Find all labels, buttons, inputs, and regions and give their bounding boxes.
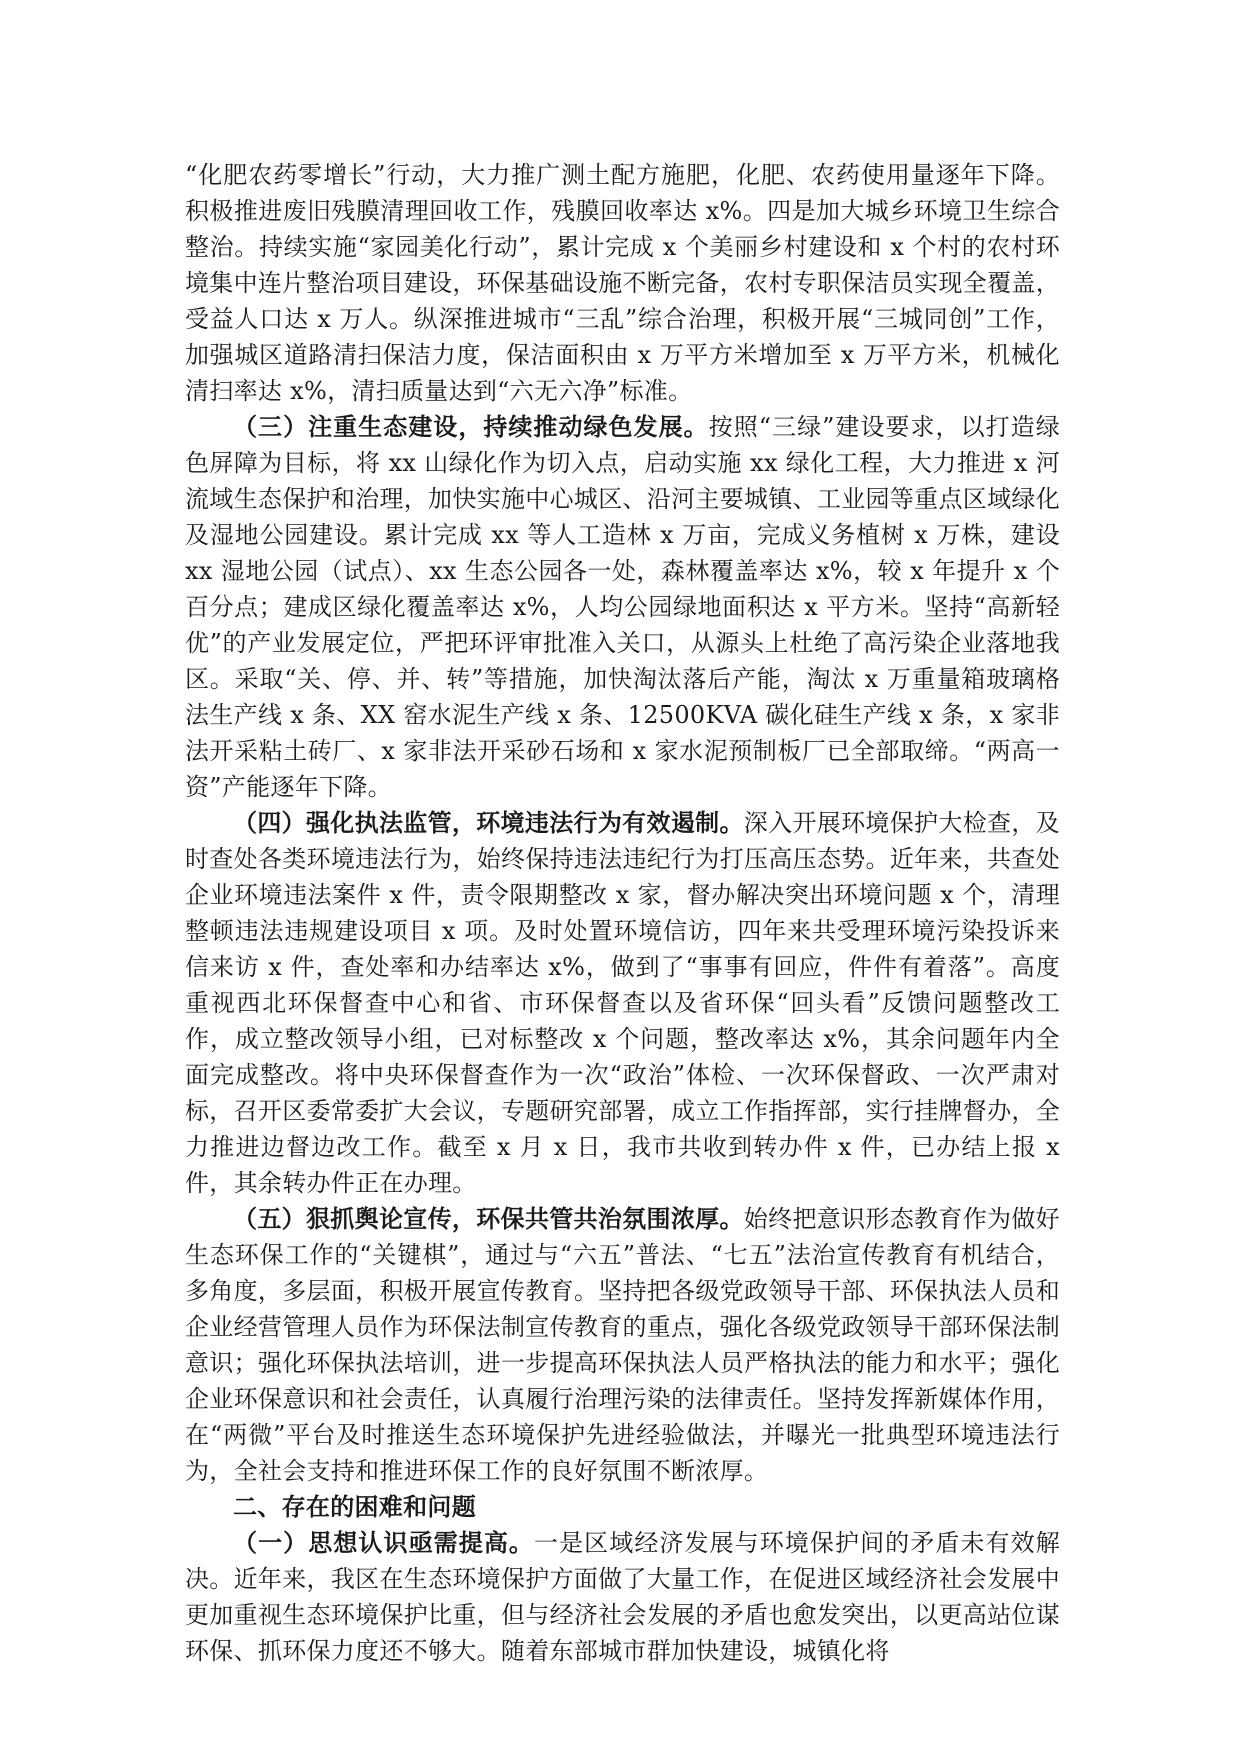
paragraph-ideological-awareness xyxy=(185,1525,1060,1669)
paragraph-text: 按照“三绿”建设要求，以打造绿色屏障为目标，将 xx 山绿化作为切入点，启动实施 xx 绿化工程，大力推进 x 河流域生态保护和治理，加快实施中心城区、沿河主要城镇、工业园等重点区域绿化及湿地公园建设。累计完成 xx 等人工造林 x 万亩，完成义务植树 x 万株，建设 xx 湿地公园（试点）、xx 生态公园各一处，森林覆盖率达 x%，较 x 年提升 x 个百分点；建成区绿化覆盖率达 x%，人均公园绿地面积达 x 平方米。坚持“高新轻优”的产业发展定位，严把环评审批准入关口，从源头上杜绝了高污染企业落地我区。采取“关、停、并、转”等措施，加快淘汰落后产能，淘汰 x 万重量箱玻璃格法生产线 x 条、XX 窑水泥生产线 x 条、12500KVA 碳化硅生产线 x 条，x 家非法开采粘土砖厂、x 家非法开采砂石场和 x 家水泥预制板厂已全部取缔。“两高一资”产能逐年下降。 xyxy=(185,413,1060,801)
paragraph-lead-heading: （四）强化执法监管，环境违法行为有效遏制。 xyxy=(233,808,744,837)
paragraph-ecological-construction xyxy=(185,409,1060,805)
section-heading: 二、存在的困难和问题 xyxy=(233,1492,476,1521)
paragraph-lead-heading: （五）狠抓舆论宣传，环保共管共治氛围浓厚。 xyxy=(233,1204,744,1233)
paragraph-text: 一是区域经济发展与环境保护间的矛盾未有效解决。近年来，我区在生态环境保护方面做了大量工作，在促进区域经济社会发展中更加重视生态环境保护比重，但与经济社会发展的矛盾也愈发突出，以更高站位谋环保、抓环保力度还不够大。随着东部城市群加快建设，城镇化将 xyxy=(185,1529,1060,1665)
paragraph-text: “化肥农药零增长”行动，大力推广测土配方施肥，化肥、农药使用量逐年下降。积极推进废旧残膜清理回收工作，残膜回收率达 x%。四是加大城乡环境卫生综合整治。持续实施“家园美化行动”，累计完成 x 个美丽乡村建设和 x 个村的农村环境集中连片整治项目建设，环保基础设施不断完备，农村专职保洁员实现全覆盖，受益人口达 x 万人。纵深推进城市“三乱”综合治理，积极开展“三城同创”工作，加强城区道路清扫保洁力度，保洁面积由 x 万平方米增加至 x 万平方米，机械化清扫率达 x%，清扫质量达到“六无六净”标准。 xyxy=(185,161,1060,405)
document-body xyxy=(185,157,1060,1669)
paragraph-law-enforcement xyxy=(185,805,1060,1201)
paragraph-text: 始终把意识形态教育作为做好生态环保工作的“关键棋”，通过与“六五”普法、“七五”法治宣传教育有机结合，多角度，多层面，积极开展宣传教育。坚持把各级党政领导干部、环保执法人员和企业经营管理人员作为环保法制宣传教育的重点，强化各级党政领导干部环保法制意识；强化环保执法培训，进一步提高环保执法人员严格执法的能力和水平；强化企业环保意识和社会责任，认真履行治理污染的法律责任。坚持发挥新媒体作用，在“两微”平台及时推送生态环境保护先进经验做法，并曝光一批典型环境违法行为，全社会支持和推进环保工作的良好氛围不断浓厚。 xyxy=(185,1205,1060,1485)
paragraph-lead-heading: （三）注重生态建设，持续推动绿色发展。 xyxy=(233,412,709,441)
paragraph-rural-sanitation xyxy=(185,157,1060,409)
paragraph-text: 深入开展环境保护大检查，及时查处各类环境违法行为，始终保持违法违纪行为打压高压态势。近年来，共查处企业环境违法案件 x 件，责令限期整改 x 家，督办解决突出环境问题 x 个，清理整顿违法违规建设项目 x 项。及时处置环境信访，四年来共受理环境污染投诉来信来访 x 件，查处率和办结率达 x%，做到了“事事有回应，件件有着落”。高度重视西北环保督查中心和省、市环保督查以及省环保“回头看”反馈问题整改工作，成立整改领导小组，已对标整改 x 个问题，整改率达 x%，其余问题年内全面完成整改。将中央环保督查作为一次“政治”体检、一次环保督政、一次严肃对标，召开区委常委扩大会议，专题研究部署，成立工作指挥部，实行挂牌督办，全力推进边督边改工作。截至 x 月 x 日，我市共收到转办件 x 件，已办结上报 x 件，其余转办件正在办理。 xyxy=(185,809,1060,1197)
paragraph-lead-heading: （一）思想认识亟需提高。 xyxy=(233,1528,535,1557)
paragraph-public-awareness xyxy=(185,1201,1060,1489)
